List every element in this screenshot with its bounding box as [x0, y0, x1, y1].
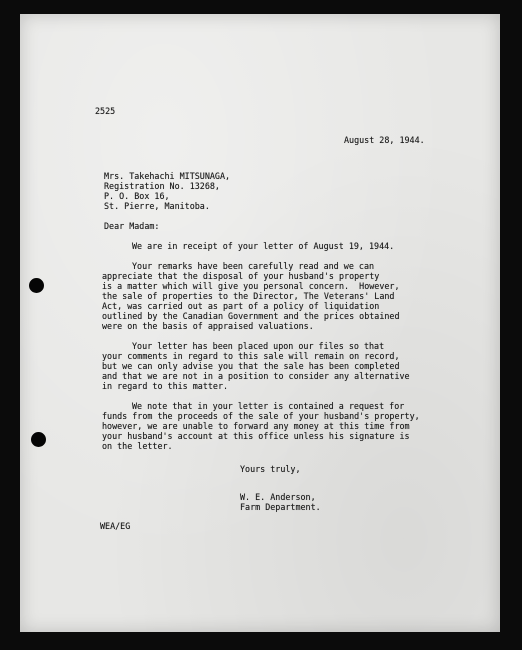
- file-number: 2525: [95, 106, 116, 116]
- paragraph-line: Act, was carried out as part of a policy of liquidation: [102, 301, 380, 311]
- paragraph-line: is a matter which will give you personal concern. However,: [102, 281, 400, 291]
- address-line: St. Pierre, Manitoba.: [104, 201, 210, 211]
- paragraph-line: and that we are not in a position to consider any alternative: [102, 371, 410, 381]
- salutation: Dear Madam:: [104, 221, 160, 231]
- closing: Yours truly,: [240, 464, 301, 474]
- punch-hole-top: [29, 278, 44, 293]
- paragraph-line: We note that in your letter is contained a request for: [132, 401, 405, 411]
- paragraph-line: Your letter has been placed upon our files so that: [132, 341, 385, 351]
- letter-date: August 28, 1944.: [344, 135, 425, 145]
- reference-initials: WEA/EG: [100, 521, 131, 531]
- paragraph-1: We are in receipt of your letter of August 19, 1944.: [132, 241, 395, 251]
- signature-name: W. E. Anderson,: [240, 492, 316, 502]
- paragraph-line: were on the basis of appraised valuations.: [102, 321, 314, 331]
- letter-page: [20, 14, 500, 632]
- paragraph-line: on the letter.: [102, 441, 173, 451]
- paragraph-line: in regard to this matter.: [102, 381, 229, 391]
- paragraph-line: Your remarks have been carefully read and we can: [132, 261, 375, 271]
- paragraph-line: outlined by the Canadian Government and the prices obtained: [102, 311, 400, 321]
- paragraph-line: but we can only advise you that the sale has been completed: [102, 361, 400, 371]
- paragraph-line: your husband's account at this office unless his signature is: [102, 431, 410, 441]
- paragraph-line: appreciate that the disposal of your husband's property: [102, 271, 380, 281]
- punch-hole-bottom: [31, 432, 46, 447]
- address-line: Mrs. Takehachi MITSUNAGA,: [104, 171, 231, 181]
- paragraph-line: the sale of properties to the Director, The Veterans' Land: [102, 291, 395, 301]
- address-line: P. O. Box 16,: [104, 191, 170, 201]
- paragraph-line: however, we are unable to forward any money at this time from: [102, 421, 410, 431]
- paragraph-line: your comments in regard to this sale will remain on record,: [102, 351, 400, 361]
- address-line: Registration No. 13268,: [104, 181, 220, 191]
- signature-department: Farm Department.: [240, 502, 321, 512]
- paragraph-line: funds from the proceeds of the sale of your husband's property,: [102, 411, 420, 421]
